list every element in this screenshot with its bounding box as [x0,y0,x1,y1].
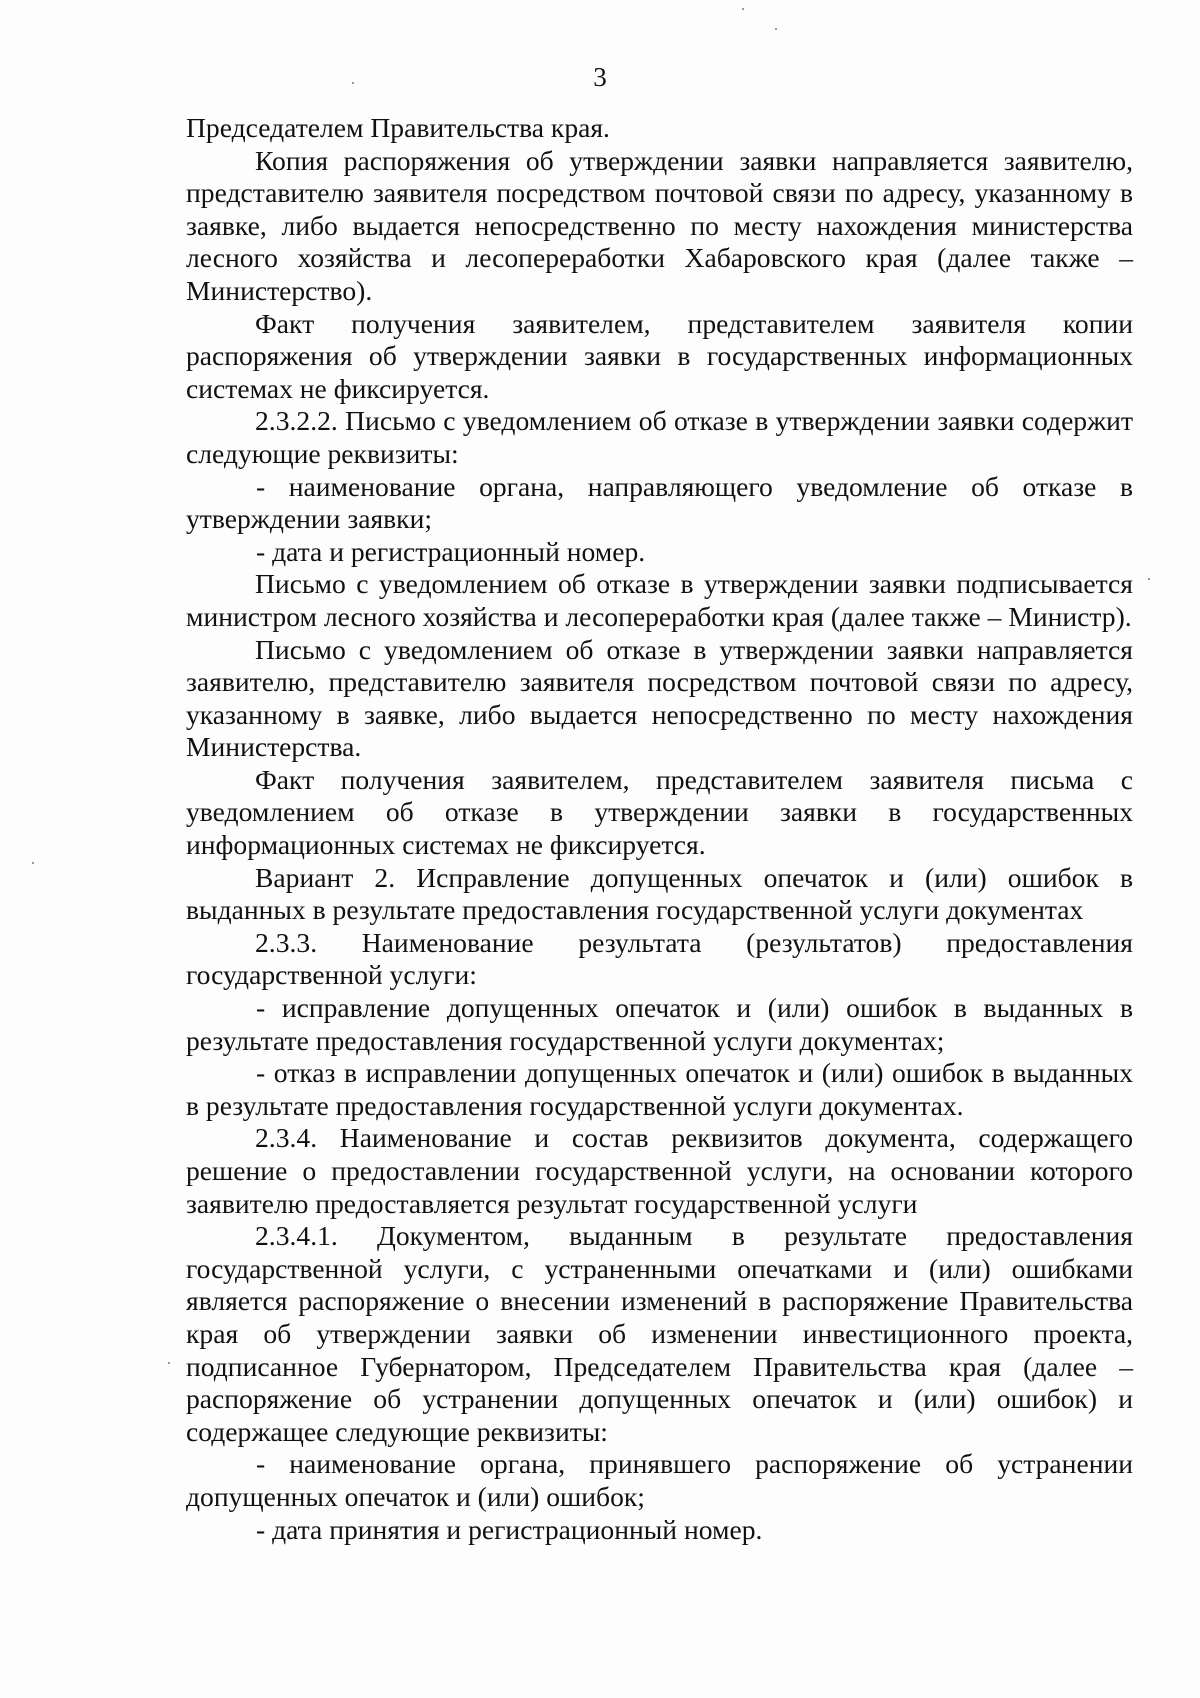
scan-speck [32,862,34,864]
scan-speck [168,1362,170,1364]
section-heading-2-3-3: 2.3.3. Наименование результата (результатов) предоставления государственной услуги: [186,926,1133,991]
list-item: - отказ в исправлении допущенных опечаток и (или) ошибок в выданных в результате предоставления государственной услуги документах. [186,1057,1133,1121]
paragraph: Письмо с уведомлением об отказе в утверждении заявки направляется заявителю, представителю заявителя посредством почтовой связи по адресу, указанному в заявке, либо выдается непосредственно по месту нахождения Министерства. [186,633,1133,763]
scan-speck [775,28,777,30]
variant-heading: Вариант 2. Исправление допущенных опечаток и (или) ошибок в выданных в результате предоставления государственной услуги документах [186,861,1133,926]
paragraph: Факт получения заявителем, представителем заявителя копии распоряжения об утверждении заявки в государственных информационных системах не фиксируется. [186,307,1133,404]
section-heading-2-3-2-2: 2.3.2.2. Письмо с уведомлением об отказе в утверждении заявки содержит следующие реквизиты: [186,405,1133,469]
section-heading-2-3-4-1: 2.3.4.1. Документом, выданным в результате предоставления государственной услуги, с устраненными опечатками и (или) ошибками является распоряжение о внесении изменений в распоряжение Правительства края об утверждении заявки об изменении инвестиционного проекта, подписанное Губернатором, Председателем Правительства края (далее – распоряжение об устранении допущенных опечаток и (или) ошибок) и содержащее следующие реквизиты: [186,1220,1133,1447]
section-heading-2-3-4: 2.3.4. Наименование и состав реквизитов документа, содержащего решение о предоставлении государственной услуги, на основании которого заявителю предоставляется результат государственной услуги [186,1122,1133,1219]
scan-speck [1148,578,1150,580]
list-item: - наименование органа, принявшего распоряжение об устранении допущенных опечаток и (или) ошибок; [186,1448,1133,1512]
list-item: - исправление допущенных опечаток и (или) ошибок в выданных в результате предоставления государственной услуги документах; [186,992,1133,1056]
scan-speck [742,8,744,10]
list-item: - дата и регистрационный номер. [256,535,646,567]
page-number: 3 [593,62,607,92]
scan-speck [352,82,354,84]
paragraph: Председателем Правительства края. [186,112,610,143]
paragraph: Копия распоряжения об утверждении заявки направляется заявителю, представителю заявителя посредством почтовой связи по адресу, указанному в заявке, либо выдается непосредственно по месту нахождения министерства лесного хозяйства и лесопереработки Хабаровского края (далее также – Министерство). [186,144,1133,306]
paragraph: Факт получения заявителем, представителем заявителя письма с уведомлением об отказе в утверждении заявки в государственных информационных системах не фиксируется. [186,763,1133,861]
document-body [186,112,1133,1546]
list-item: - наименование органа, направляющего уведомление об отказе в утверждении заявки; [186,470,1133,535]
list-item: - дата принятия и регистрационный номер. [256,1513,763,1545]
paragraph: Письмо с уведомлением об отказе в утверждении заявки подписывается министром лесного хозяйства и лесопереработки края (далее также – Министр). [186,568,1133,632]
